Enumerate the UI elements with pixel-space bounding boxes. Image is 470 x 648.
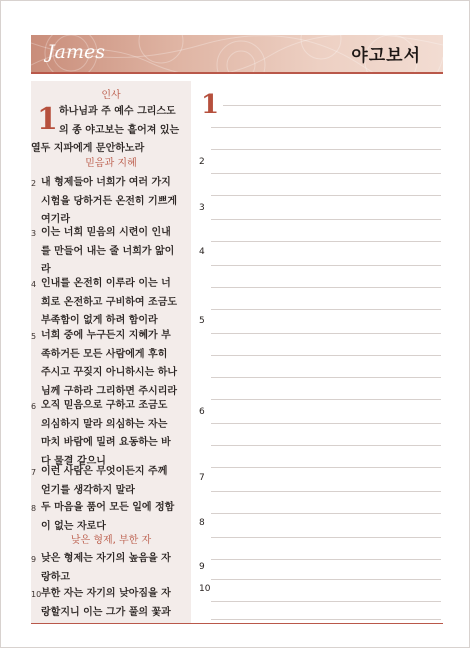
verse-line: 다 물결 같으니 [41,455,106,467]
verse-line: 열두 지파에게 문안하노라 [31,143,145,154]
verse-number: 9 [31,555,37,564]
writing-line[interactable] [211,619,441,620]
verse-marker: 10 [199,584,211,594]
section-heading: 믿음과 지혜 [85,158,137,169]
verse-10 [31,585,191,622]
header-divider [31,72,443,74]
verse-marker: 5 [199,316,205,326]
section-heading: 낮은 형제, 부한 자 [70,535,152,546]
writing-line[interactable] [211,399,441,400]
writing-line[interactable] [211,265,441,266]
book-title-korean: 야고보서 [351,46,421,66]
section-heading: 인사 [101,90,121,101]
writing-line[interactable] [211,241,441,242]
writing-line[interactable] [211,513,441,514]
verse-line: 의 종 야고보는 흩어져 있는 [59,124,180,136]
verse-marker: 7 [199,473,205,483]
verse-marker: 4 [199,247,205,257]
writing-line[interactable] [211,491,441,492]
verse-number: 3 [31,229,37,238]
verse-line: 얻기를 생각하지 말라 [41,484,135,496]
verse-line: 를 만들어 내는 줄 너희가 앎이 [41,245,175,257]
writing-line[interactable] [211,127,441,128]
chapter-number-right: 1 [201,90,220,120]
verse-line: 두 마음을 품어 모든 일에 정함 [41,502,175,513]
verse-line: 시험을 당하거든 온전히 기쁘게 [41,195,178,207]
writing-line[interactable] [211,467,441,468]
writing-line[interactable] [211,195,441,196]
verse-number: 8 [31,504,37,513]
verse-line: 오직 믿음으로 구하고 조금도 [41,400,168,411]
chapter-number-left: 1 [37,102,58,137]
verse-6 [31,397,191,471]
verse-line: 너희 중에 누구든지 지혜가 부 [41,330,171,341]
verse-line: 낮은 형제는 자기의 높음을 자 [41,553,171,564]
writing-line[interactable] [211,537,441,538]
verse-line: 랑할지니 이는 그가 풀의 꽃과 [41,606,171,618]
verse-2 [31,174,191,230]
verse-5 [31,327,191,401]
verse-marker: 2 [199,157,205,167]
verse-4 [31,275,191,331]
verse-marker: 8 [199,518,205,528]
verse-number: 10 [31,590,42,599]
verse-3 [31,224,191,280]
verse-number: 4 [31,280,37,289]
writing-line[interactable] [211,333,441,334]
verse-line: 이 없는 자로다 [41,520,106,532]
verse-line: 의심하지 말라 의심하는 자는 [41,418,168,430]
verse-line: 마치 바람에 밀려 요동하는 바 [41,437,171,448]
verse-line: 부한 자는 자기의 낮아짐을 자 [41,588,171,599]
verse-line: 님께 구하라 그리하면 주시리라 [41,385,178,397]
scripture-column [31,81,191,623]
writing-line[interactable] [211,377,441,378]
writing-line[interactable] [211,579,441,580]
writing-line[interactable] [223,105,441,106]
verse-marker: 6 [199,407,205,417]
verse-number: 7 [31,468,37,477]
verse-line: 랑하고 [41,571,70,583]
writing-line[interactable] [211,309,441,310]
verse-number: 5 [31,332,37,341]
verse-line: 주시고 꾸짖지 아니하시는 하나 [41,367,178,378]
verse-line: 여기라 [41,214,70,225]
verse-number: 2 [31,179,37,188]
verse-line: 족하거든 모든 사람에게 후히 [41,348,168,360]
book-title-english: James [47,41,105,63]
verse-line: 이는 너희 믿음의 시련이 인내 [41,227,171,238]
writing-line[interactable] [211,287,441,288]
verse-line: 희로 온전하고 구비하여 조금도 [41,296,178,308]
writing-line[interactable] [211,445,441,446]
verse-marker: 9 [199,562,205,572]
footer-divider [31,623,443,624]
writing-line[interactable] [211,601,441,602]
verse-1 [31,103,191,159]
verse-marker: 3 [199,203,205,213]
verse-line: 내 형제들아 너희가 여러 가지 [41,177,171,188]
writing-line[interactable] [211,355,441,356]
writing-line[interactable] [211,219,441,220]
verse-9 [31,550,191,587]
verse-line: 하나님과 주 예수 그리스도 [59,106,176,117]
writing-line[interactable] [211,149,441,150]
writing-area[interactable] [197,81,443,623]
verse-7 [31,463,191,500]
writing-line[interactable] [211,173,441,174]
writing-line[interactable] [211,559,441,560]
verse-8 [31,499,191,536]
verse-line: 이런 사람은 무엇이든지 주께 [41,466,168,477]
verse-number: 6 [31,402,37,411]
verse-line: 인내를 온전히 이루라 이는 너 [41,278,171,289]
verse-line: 라 [41,264,51,275]
page-header [31,35,443,72]
writing-line[interactable] [211,423,441,424]
verse-line: 부족함이 없게 하려 함이라 [41,315,158,326]
